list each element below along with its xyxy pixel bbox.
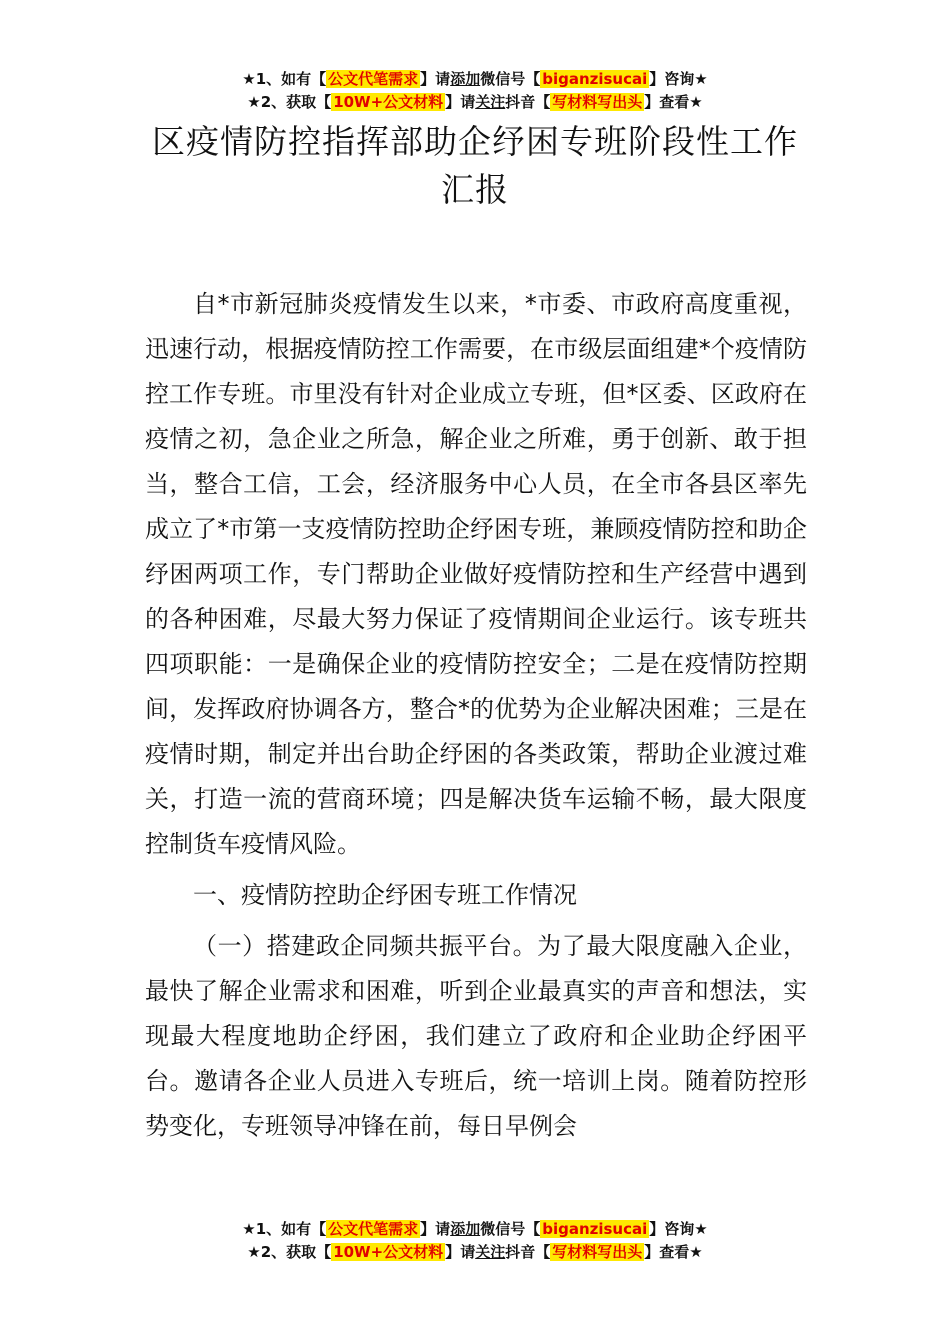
body-paragraph: 自*市新冠肺炎疫情发生以来，*市委、市政府高度重视，迅速行动，根据疫情防控工作需要，在市级层面组建*个疫情防控工作专班。市里没有针对企业成立专班，但*区委、区政府在疫情之初，急企业之所急，解企业之所难，勇于创新、敢于担当，整合工信，工会，经济服务中心人员，在全市各县区率先成立了*市第一支疫情防控助企纾困专班，兼顾疫情防控和助企纾困两项工作，专门帮助企业做好疫情防控和生产经营中遇到的各种困难，尽最大努力保证了疫情期间企业运行。该专班共四项职能：一是确保企业的疫情防控安全；二是在疫情防控期间，发挥政府协调各方，整合*的优势为企业解决困难；三是在疫情时期，制定并出台助企纾困的各类政策，帮助企业渡过难关，打造一流的营商环境；四是解决货车运输不畅，最大限度控制货车疫情风险。 bbox=[145, 290, 807, 858]
banner-text: 】请 bbox=[420, 1220, 451, 1238]
banner-line-1 bbox=[0, 68, 950, 91]
banner-text: 】查看★ bbox=[644, 93, 703, 111]
banner-highlight: 公文代笔需求 bbox=[328, 1220, 419, 1238]
banner-highlight: biganzisucai bbox=[542, 70, 648, 88]
banner-line-2 bbox=[0, 1241, 950, 1264]
footer-banner bbox=[0, 1218, 950, 1264]
banner-text: ★1、如有【 bbox=[242, 70, 327, 88]
banner-text: 】请 bbox=[420, 70, 451, 88]
banner-highlight: biganzisucai bbox=[542, 1220, 648, 1238]
banner-highlight: 写材料写出头 bbox=[552, 1243, 643, 1261]
banner-highlight: 公文代笔需求 bbox=[328, 70, 419, 88]
banner-text: 】查看★ bbox=[644, 1243, 703, 1261]
banner-text: 微信号【 bbox=[480, 70, 541, 88]
document-title: 区疫情防控指挥部助企纾困专班阶段性工作汇报 bbox=[152, 122, 798, 209]
banner-text: 】请 bbox=[445, 1243, 476, 1261]
banner-highlight: 10W+公文材料 bbox=[333, 1243, 444, 1261]
banner-text: 】咨询★ bbox=[649, 1220, 708, 1238]
banner-line-1 bbox=[0, 1218, 950, 1241]
header-banner bbox=[0, 68, 950, 114]
banner-text: 微信号【 bbox=[480, 1220, 541, 1238]
banner-text: 抖音【 bbox=[505, 93, 551, 111]
banner-underlined: 添加 bbox=[450, 70, 481, 88]
body-paragraph: （一）搭建政企同频共振平台。为了最大限度融入企业，最快了解企业需求和困难，听到企业最真实的声音和想法，实现最大程度地助企纾困，我们建立了政府和企业助企纾困平台。邀请各企业人员进入专班后，统一培训上岗。随着防控形势变化，专班领导冲锋在前，每日早例会 bbox=[145, 932, 807, 1140]
document-body bbox=[145, 282, 807, 1149]
banner-text: 】请 bbox=[445, 93, 476, 111]
banner-text: ★1、如有【 bbox=[242, 1220, 327, 1238]
banner-text: 】咨询★ bbox=[649, 70, 708, 88]
section-heading: 一、疫情防控助企纾困专班工作情况 bbox=[193, 881, 577, 909]
banner-underlined: 添加 bbox=[450, 1220, 481, 1238]
banner-highlight: 写材料写出头 bbox=[552, 93, 643, 111]
banner-line-2 bbox=[0, 91, 950, 114]
banner-text: 抖音【 bbox=[505, 1243, 551, 1261]
banner-underlined: 关注 bbox=[475, 93, 506, 111]
banner-underlined: 关注 bbox=[475, 1243, 506, 1261]
banner-highlight: 10W+公文材料 bbox=[333, 93, 444, 111]
banner-text: ★2、获取【 bbox=[247, 93, 332, 111]
banner-text: ★2、获取【 bbox=[247, 1243, 332, 1261]
